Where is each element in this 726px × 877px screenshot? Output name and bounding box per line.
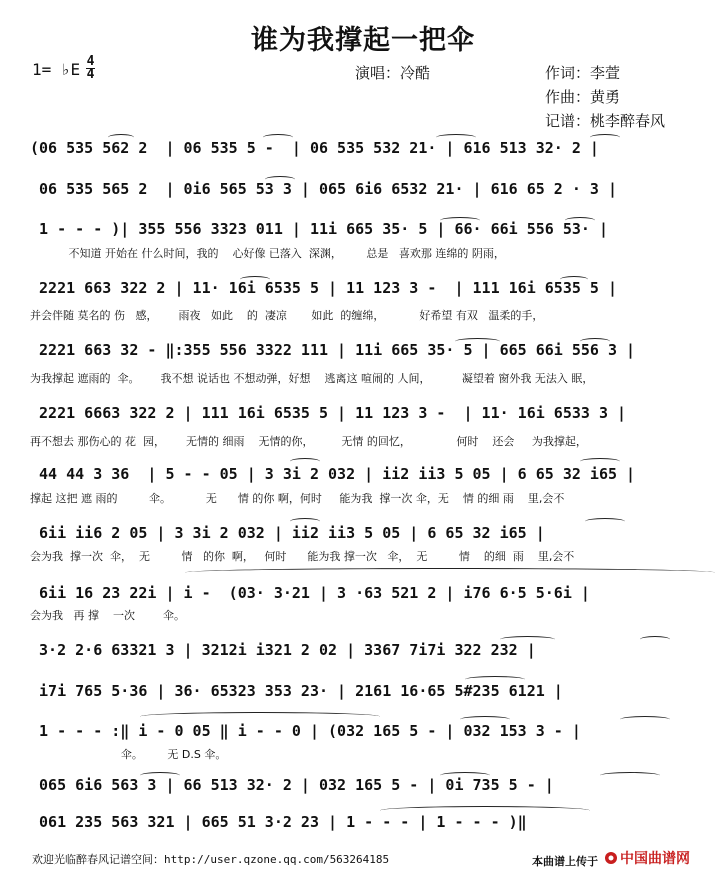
staff-line: 1 - - - )| 355 556 3323 011 | 11i 665 35· 5 | 66· 66i 556 53· | <box>30 220 608 238</box>
lyric-line: 不知道 开始在 什么时间，我的 心好像 已落入 深渊， 总是 喜欢那 连绵的 阴雨， <box>30 247 505 260</box>
lyric-line: 并会伴随 莫名的 伤 感， 雨夜 如此 的 凄凉 如此 的缠绵， 好希望 有双 温柔的手， <box>30 309 544 322</box>
slur-mark <box>580 338 610 345</box>
transcriber-credit: 记谱：桃李醉春风 <box>545 112 666 130</box>
lyricist-credit: 作词：李萱 <box>545 64 621 82</box>
lyric-line: 撑起 这把 遮 雨的 伞。 无 情 的你 啊，何时 能为我 撑一次 伞，无 情 的细 雨 里,会不 <box>30 492 565 505</box>
staff-line: 1 - - - :‖ i - 0 05 ‖ i - - 0 | (032 165 5 - | 032 153 3 - | <box>30 722 581 740</box>
staff-line: 6ii 16 23 22i | i - (03· 3·21 | 3 ·63 521 2 | i76 6·5 5·6i | <box>30 584 590 602</box>
slur-mark <box>240 276 270 283</box>
staff-line: i7i 765 5·36 | 36· 65323 353 23· | 2161 16·65 5#235 6121 | <box>30 682 563 700</box>
lyric-line: 伞。 无 D.S 伞。 <box>30 748 227 761</box>
key-signature: 1= ♭E <box>32 60 81 79</box>
slur-mark <box>436 134 476 141</box>
lyric-line: 再不想去 那伤心的 花 园， 无情的 细雨 无情的你， 无情 的回忆， 何时 还会 为我撑起， <box>30 435 587 448</box>
brand-logo-icon <box>604 851 618 865</box>
song-title: 谁为我撑起一把伞 <box>251 25 475 56</box>
staff-line: 3·2 2·6 63321 3 | 3212i i321 2 02 | 3367 7i7i 322 232 | <box>30 641 536 659</box>
footer-link-text: 欢迎光临醉春风记谱空间：http://user.qzone.qq.com/563264185 <box>32 853 390 866</box>
lyric-line: 为我撑起 遮雨的 伞。 我不想 说话也 不想动弹，好想 逃离这 喧闹的 人间， 凝望着 窗外我 无法入 眠， <box>30 372 594 385</box>
slur-mark <box>455 338 500 345</box>
meter-top: 4 <box>86 54 95 69</box>
lyric-line: 会为我 撑一次 伞， 无 情 的你 啊， 何时 能为我 撑一次 伞， 无 情 的细 雨 里,会不 <box>30 550 575 563</box>
slur-mark <box>565 217 595 224</box>
slur-mark <box>263 134 293 141</box>
footer-upload-text: 本曲谱上传于 <box>532 855 598 868</box>
slur-mark <box>620 716 670 723</box>
singer-credit: 演唱：冷酷 <box>355 64 431 82</box>
slur-mark <box>585 518 625 525</box>
volta-bracket <box>140 712 380 721</box>
slur-mark <box>640 636 670 643</box>
slur-mark <box>500 636 555 643</box>
staff-line: (06 535 562 2 | 06 535 5 - | 06 535 532 21· | 616 513 32· 2 | <box>30 139 599 157</box>
meter-bottom: 4 <box>86 67 95 82</box>
slur-mark <box>290 518 320 525</box>
slur-mark <box>440 772 490 779</box>
lyric-line: 会为我 再 撑 一次 伞。 <box>30 609 185 622</box>
staff-line: 2221 6663 322 2 | 111 16i 6535 5 | 11 123 3 - | 11· 16i 6533 3 | <box>30 404 627 422</box>
slur-mark <box>290 458 320 465</box>
staff-line: 6ii ii6 2 05 | 3 3i 2 032 | ii2 ii3 5 05 | 6 65 32 i65 | <box>30 524 545 542</box>
staff-line: 44 44 3 36 | 5 - - 05 | 3 3i 2 032 | ii2 ii3 5 05 | 6 65 32 i65 | <box>30 465 636 483</box>
slur-mark <box>580 458 620 465</box>
volta-bracket <box>185 568 715 577</box>
slur-mark <box>265 176 295 183</box>
staff-line: 06 535 565 2 | 0i6 565 53 3 | 065 6i6 6532 21· | 616 65 2 · 3 | <box>30 180 617 198</box>
tie-mark <box>380 806 590 815</box>
slur-mark <box>600 772 660 779</box>
composer-credit: 作曲：黄勇 <box>545 88 621 106</box>
slur-mark <box>108 134 134 141</box>
staff-line: 2221 663 32 - ‖:355 556 3322 111 | 11i 665 35· 5 | 665 66i 556 3 | <box>30 341 636 359</box>
slur-mark <box>560 276 588 283</box>
slur-mark <box>140 772 180 779</box>
slur-mark <box>465 676 525 683</box>
slur-mark <box>460 716 510 723</box>
staff-line: 061 235 563 321 | 665 51 3·2 23 | 1 - - - | 1 - - - )‖ <box>30 813 527 831</box>
slur-mark <box>590 134 620 141</box>
staff-line: 2221 663 322 2 | 11· 16i 6535 5 | 11 123 3 - | 111 16i 6535 5 | <box>30 279 617 297</box>
time-signature <box>86 56 95 81</box>
staff-line: 065 6i6 563 3 | 66 513 32· 2 | 032 165 5 - | 0i 735 5 - | <box>30 776 554 794</box>
slur-mark <box>440 217 480 224</box>
brand-name[interactable]: 中国曲谱网 <box>620 851 690 867</box>
